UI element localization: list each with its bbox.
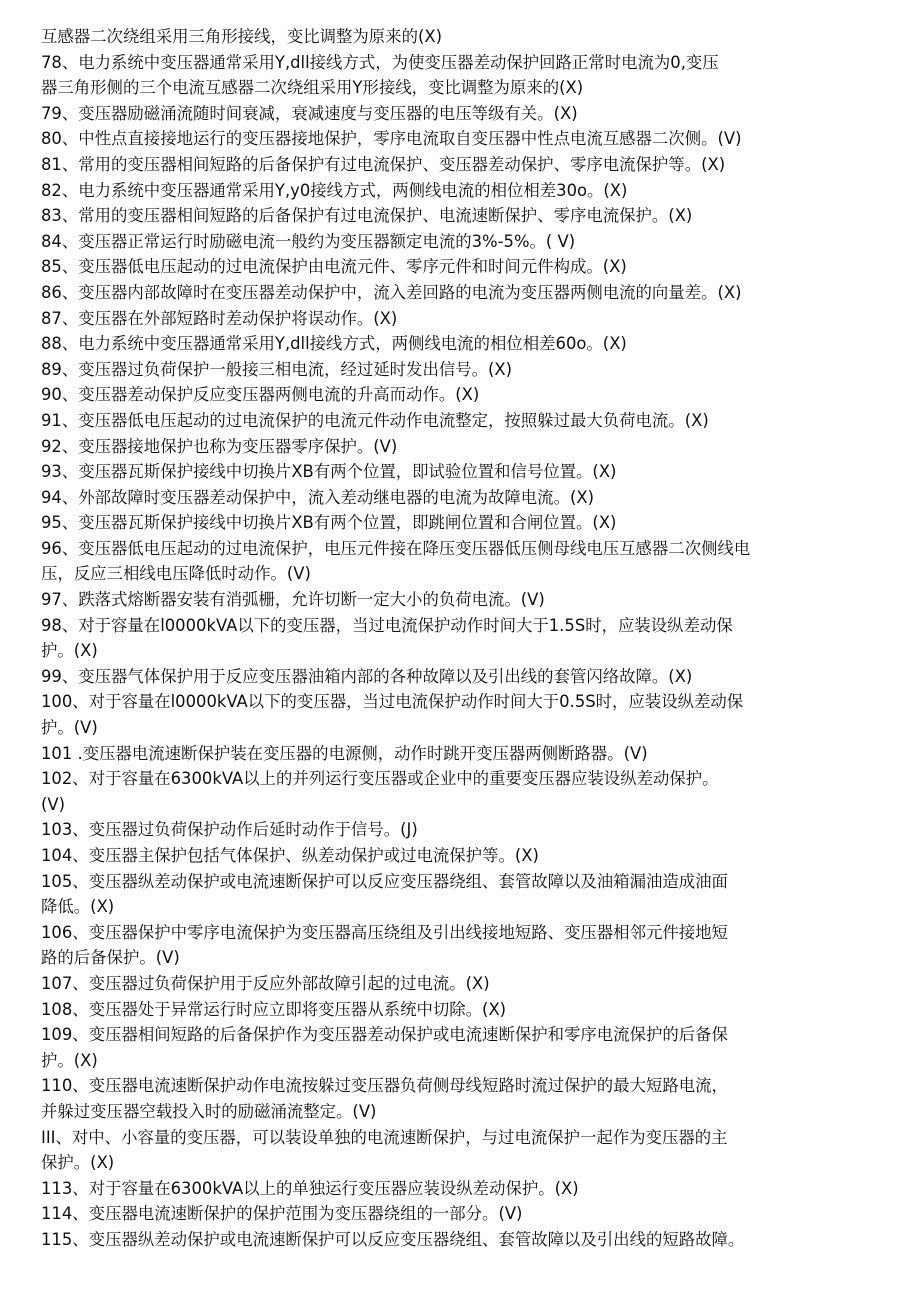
- text-line: 93、变压器瓦斯保护接线中切换片XB有两个位置，即试验位置和信号位置。(X): [41, 462, 617, 482]
- text-line: (V): [41, 794, 66, 814]
- text-line: 84、变压器正常运行时励磁电流一般约为变压器额定电流的3%-5%。( V): [41, 231, 576, 251]
- text-line: 107、变压器过负荷保护用于反应外部故障引起的过电流。(X): [41, 973, 490, 993]
- text-line: 102、对于容量在6300kVA以上的并列运行变压器或企业中的重要变压器应装设纵差动保护。: [41, 769, 719, 789]
- text-line: 83、常用的变压器相间短路的后备保护有过电流保护、电流速断保护、零序电流保护。(X): [41, 206, 693, 226]
- text-line: 器三角形侧的三个电流互感器二次绕组采用Y形接线，变比调整为原来的(X): [41, 78, 584, 98]
- text-line: 97、跌落式熔断器安装有消弧栅，允许切断一定大小的负荷电流。(V): [41, 590, 545, 610]
- text-line: 79、变压器励磁涌流随时间衰减，衰减速度与变压器的电压等级有关。(X): [41, 103, 578, 123]
- text-line: 护。(X): [41, 1050, 98, 1070]
- text-line: 103、变压器过负荷保护动作后延时动作于信号。(J): [41, 820, 418, 840]
- text-line: 并躲过变压器空载投入时的励磁涌流整定。(V): [41, 1101, 377, 1121]
- text-line: 92、变压器接地保护也称为变压器零序保护。(V): [41, 436, 398, 456]
- text-line: 82、电力系统中变压器通常采用Y,y0接线方式，两侧线电流的相位相差30o。(X): [41, 180, 628, 200]
- text-line: 互感器二次绕组采用三角形接线，变比调整为原来的(X): [41, 27, 443, 46]
- text-line: 99、变压器气体保护用于反应变压器油箱内部的各种故障以及引出线的套管闪络故障。(X): [41, 666, 693, 686]
- text-line: 106、变压器保护中零序电流保护为变压器高压绕组及引出线接地短路、变压器相邻元件接地短: [41, 922, 728, 942]
- text-line: 护。(X): [41, 641, 98, 661]
- text-line: 85、变压器低电压起动的过电流保护由电流元件、零序元件和时间元件构成。(X): [41, 257, 627, 277]
- text-line: 98、对于容量在l0000kVA以下的变压器，当过电流保护动作时间大于1.5S时，应装设纵差动保: [41, 615, 733, 635]
- text-line: 87、变压器在外部短路时差动保护将误动作。(X): [41, 308, 398, 328]
- text-line: 90、变压器差动保护反应变压器两侧电流的升高而动作。(X): [41, 385, 480, 405]
- text-line: 保护。(X): [41, 1153, 115, 1173]
- text-line: 护。(V): [41, 718, 98, 738]
- text-line: 114、变压器电流速断保护的保护范围为变压器绕组的一部分。(V): [41, 1204, 523, 1224]
- text-line: 86、变压器内部故障时在变压器差动保护中，流入差回路的电流为变压器两侧电流的向量差。(X): [41, 282, 742, 302]
- text-line: 101 .变压器电流速断保护装在变压器的电源侧，动作时跳开变压器两侧断路器。(V): [41, 743, 648, 763]
- text-line: III、对中、小容量的变压器，可以装设单独的电流速断保护，与过电流保护一起作为变压器的主: [41, 1127, 728, 1147]
- text-line: 94、外部故障时变压器差动保护中，流入差动继电器的电流为故障电流。(X): [41, 487, 594, 507]
- text-line: 路的后备保护。(V): [41, 948, 180, 968]
- text-line: 降低。(X): [41, 897, 115, 917]
- text-line: 95、变压器瓦斯保护接线中切换片XB有两个位置，即跳闸位置和合闸位置。(X): [41, 513, 617, 533]
- text-line: 113、对于容量在6300kVA以上的单独运行变压器应装设纵差动保护。(X): [41, 1178, 579, 1198]
- text-line: 108、变压器处于异常运行时应立即将变压器从系统中切除。(X): [41, 999, 507, 1019]
- text-line: 78、电力系统中变压器通常采用Y,dll接线方式，为使变压器差动保护回路正常时电流为0,变压: [41, 52, 719, 72]
- text-line: 104、变压器主保护包括气体保护、纵差动保护或过电流保护等。(X): [41, 846, 539, 865]
- text-line: 96、变压器低电压起动的过电流保护，电压元件接在降压变压器低压侧母线电压互感器二次侧线电: [41, 538, 751, 558]
- text-line: 110、变压器电流速断保护动作电流按躲过变压器负荷侧母线短路时流过保护的最大短路电流，: [41, 1076, 728, 1096]
- text-line: 115、变压器纵差动保护或电流速断保护可以反应变压器绕组、套管故障以及引出线的短路故障。: [41, 1229, 745, 1249]
- text-line: 100、对于容量在l0000kVA以下的变压器，当过电流保护动作时间大于0.5S时，应装设纵差动保: [41, 692, 744, 712]
- text-line: 109、变压器相间短路的后备保护作为变压器差动保护或电流速断保护和零序电流保护的后备保: [41, 1025, 728, 1045]
- text-line: 压，反应三相线电压降低时动作。(V): [41, 564, 311, 584]
- text-line: 88、电力系统中变压器通常采用Y,dll接线方式，两侧线电流的相位相差60o。(X): [41, 334, 627, 354]
- text-line: 91、变压器低电压起动的过电流保护的电流元件动作电流整定，按照躲过最大负荷电流。(X): [41, 410, 709, 430]
- text-line: 89、变压器过负荷保护一般接三相电流，经过延时发出信号。(X): [41, 359, 513, 379]
- text-line: 105、变压器纵差动保护或电流速断保护可以反应变压器绕组、套管故障以及油箱漏油造成油面: [41, 871, 728, 891]
- text-line: 80、中性点直接接地运行的变压器接地保护，零序电流取自变压器中性点电流互感器二次侧。(V): [41, 129, 742, 149]
- text-line: 81、常用的变压器相间短路的后备保护有过电流保护、变压器差动保护、零序电流保护等。(X): [41, 154, 726, 174]
